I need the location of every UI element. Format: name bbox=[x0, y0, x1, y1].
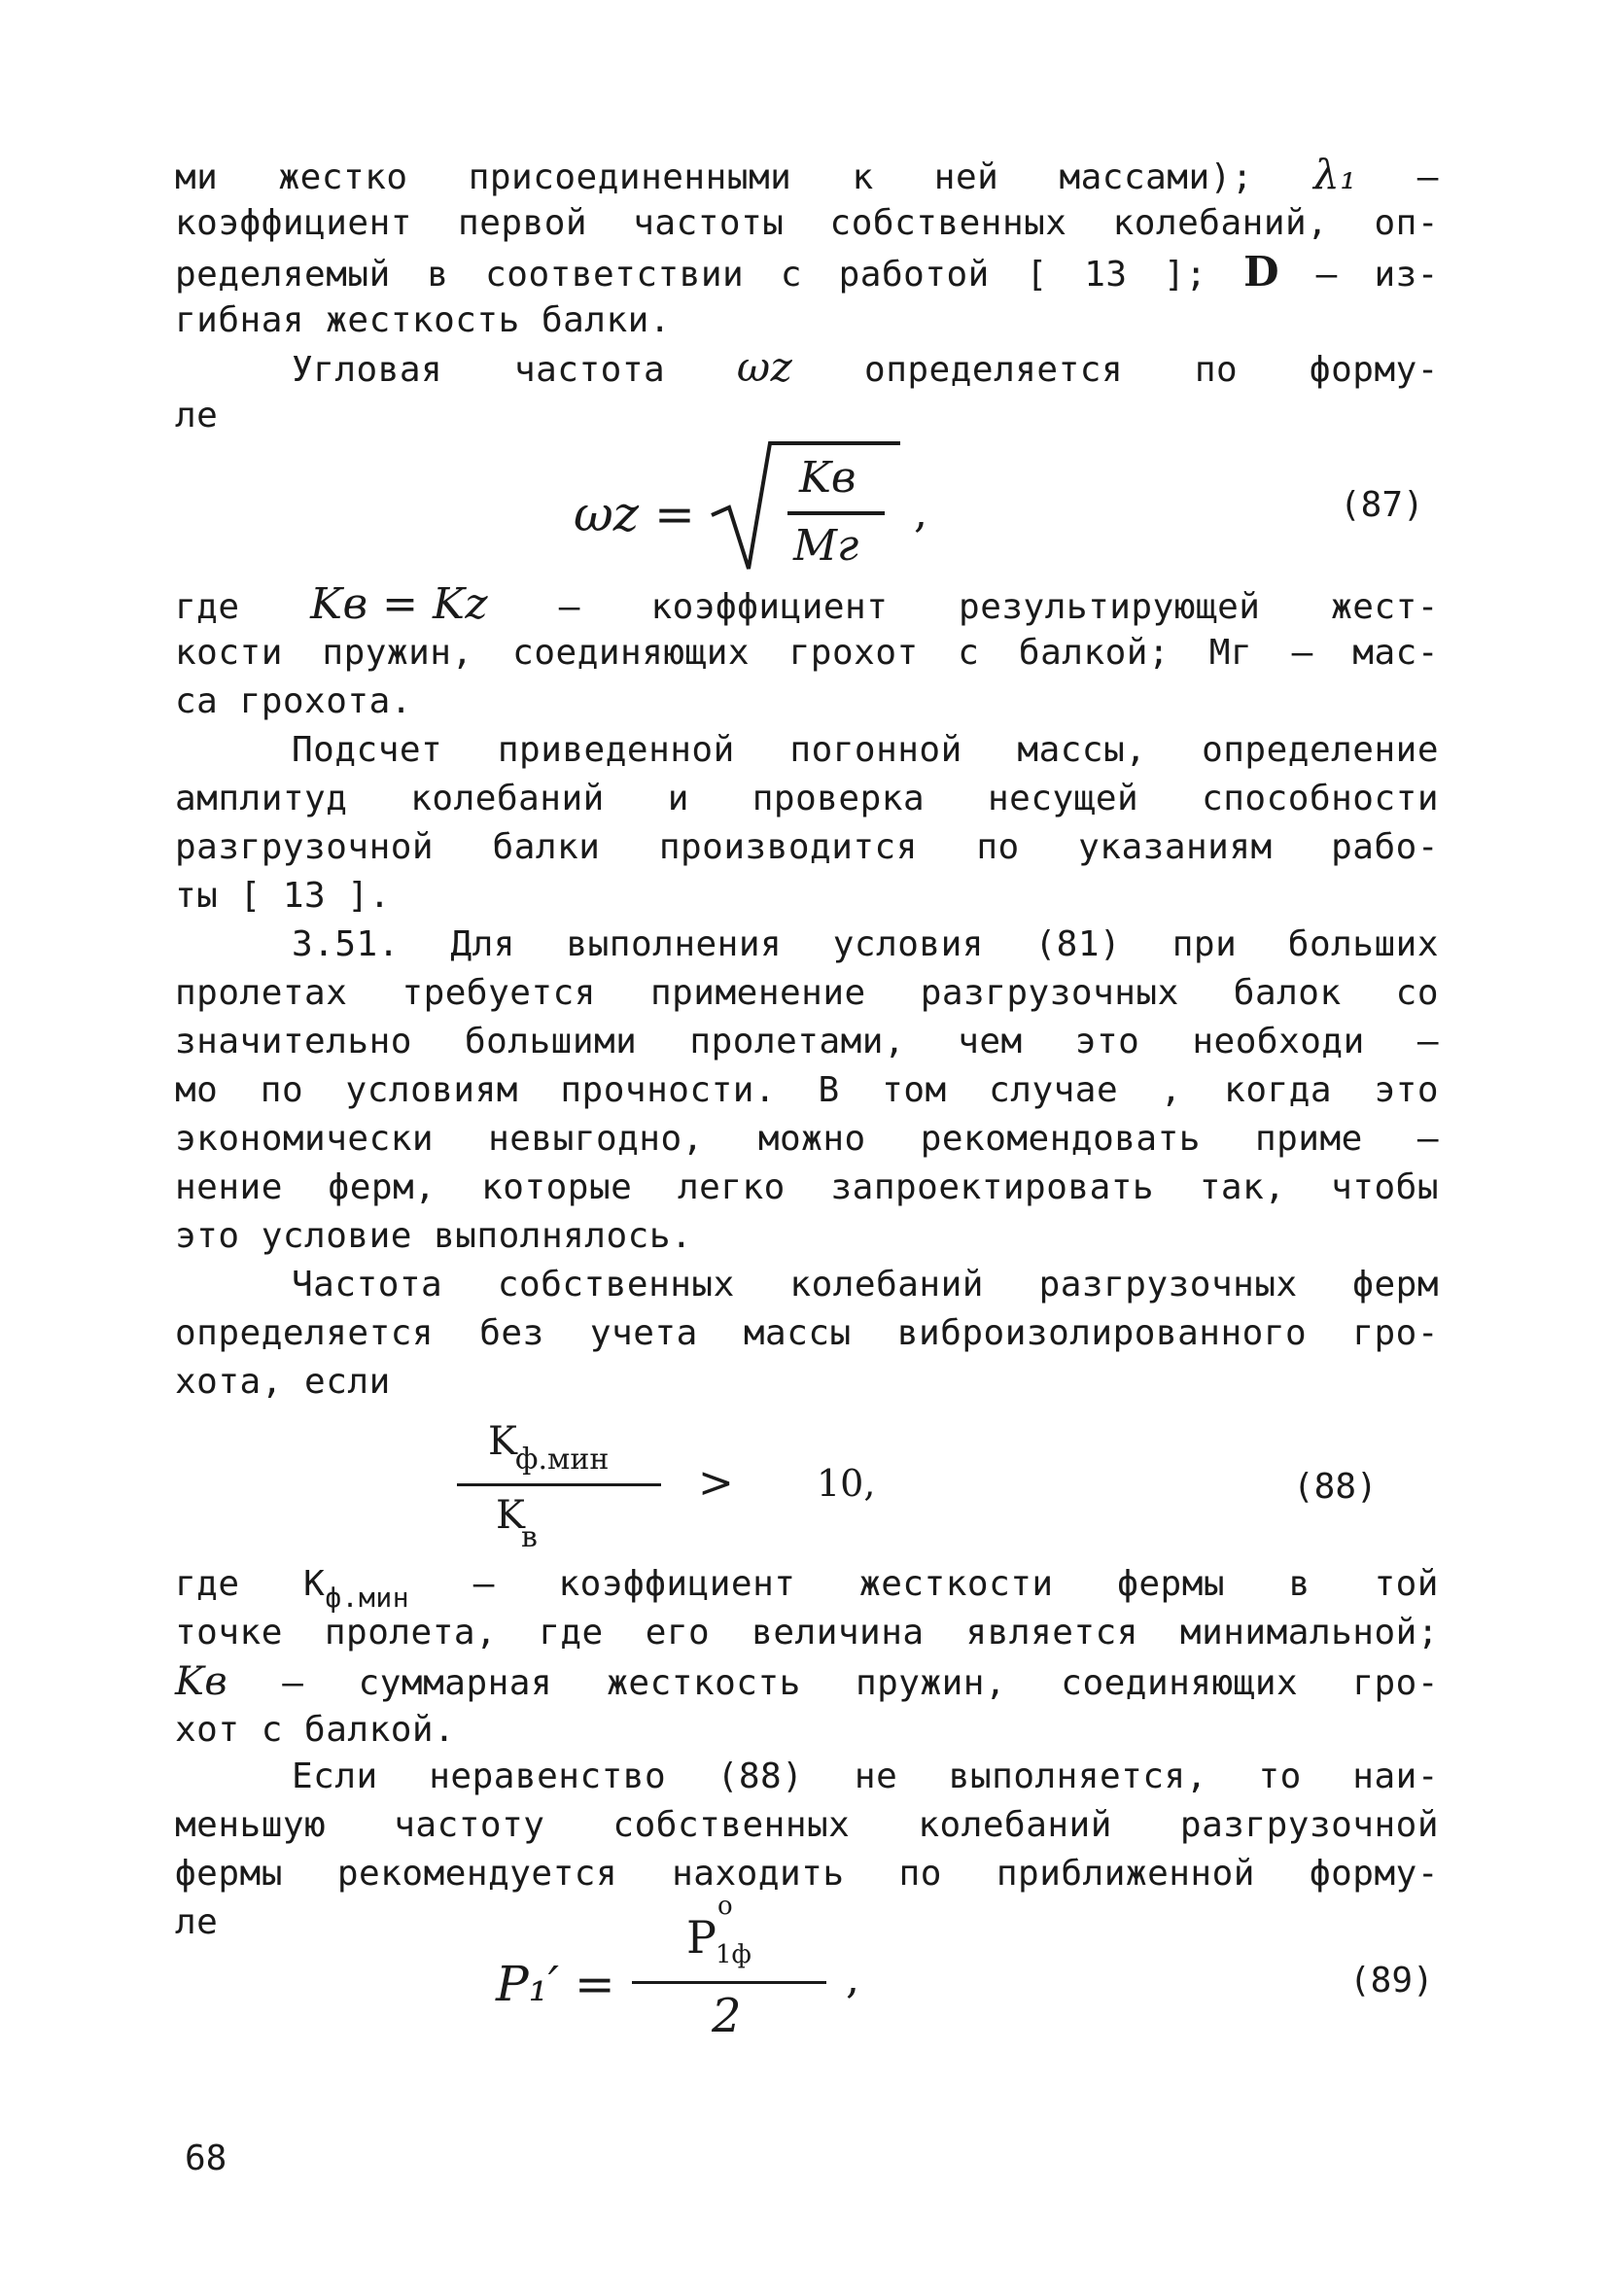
text-line: это условие выполнялось. bbox=[175, 1216, 693, 1256]
text-line: Подсчет приведенной погонной массы, определение bbox=[292, 730, 1439, 770]
text-line: Kв – суммарная жесткость пружин, соединяющих гро- bbox=[175, 1659, 1439, 1704]
text-line: хота, если bbox=[175, 1362, 391, 1402]
text-line: где Kв = Kz – коэффициент результирующей жест- bbox=[175, 579, 1439, 629]
text-line: где Кф.мин – коэффициент жесткости фермы в той bbox=[175, 1563, 1439, 1608]
text-line: пролетах требуется применение разгрузочных балок со bbox=[175, 973, 1439, 1013]
kv-equals-kz: Kв = Kz bbox=[310, 579, 489, 629]
formula-87-denominator: Mг bbox=[793, 521, 859, 571]
text-line: разгрузочной балки производится по указаниям рабо- bbox=[175, 827, 1439, 867]
text-line: Если неравенство (88) не выполняется, то наи- bbox=[292, 1757, 1439, 1796]
formula-89-denominator: 2 bbox=[712, 1989, 742, 2043]
text-line: гибная жесткость балки. bbox=[175, 300, 671, 340]
text-line: экономически невыгодно, можно рекомендовать приме – bbox=[175, 1119, 1439, 1159]
page-number: 68 bbox=[185, 2139, 227, 2178]
formula-88-den-sub: в bbox=[521, 1520, 538, 1554]
text-line: ределяемый в соответствии с работой [ 13 ]; D – из- bbox=[175, 248, 1439, 296]
text-line: ты [ 13 ]. bbox=[175, 876, 391, 916]
formula-89 bbox=[496, 1892, 904, 2051]
text-line: коэффициент первой частоты собственных колебаний, оп- bbox=[175, 203, 1439, 243]
text-line: меньшую частоту собственных колебаний разгрузочной bbox=[175, 1805, 1439, 1845]
formula-88-rhs: 10, bbox=[817, 1462, 876, 1505]
text-line: хот с балкой. bbox=[175, 1710, 456, 1750]
fraction-bar bbox=[632, 1981, 826, 1984]
text-line: Частота собственных колебаний разгрузочных ферм bbox=[292, 1265, 1439, 1305]
text-line: кости пружин, соединяющих грохот с балкой; Мг – мас- bbox=[175, 633, 1439, 673]
formula-89-lhs: P₁′ = bbox=[496, 1956, 615, 2012]
text-line: значительно большими пролетами, чем это необходи – bbox=[175, 1022, 1439, 1061]
formula-88-operator: > bbox=[698, 1458, 734, 1508]
formula-87-comma: , bbox=[914, 488, 927, 538]
text-line: 3.51. Для выполнения условия (81) при больших bbox=[292, 924, 1439, 964]
equation-number-87: (87) bbox=[1340, 485, 1424, 525]
formula-89-num-sub: 1ф bbox=[716, 1940, 752, 1969]
text-line: Угловая частота ωz определяется по форму- bbox=[292, 343, 1439, 391]
formula-87-lhs: ωz = bbox=[574, 486, 695, 542]
formula-88-den-main: K bbox=[496, 1493, 525, 1538]
formula-87 bbox=[574, 437, 982, 583]
formula-89-comma: , bbox=[846, 1954, 859, 2003]
text-line: ми жестко присоединенными к ней массами); λ₁ – bbox=[175, 151, 1439, 198]
equation-number-89: (89) bbox=[1349, 1961, 1434, 2000]
formula-89-num-sup: o bbox=[717, 1892, 733, 1921]
lambda-symbol: λ₁ bbox=[1313, 151, 1357, 198]
text-line: ле bbox=[175, 396, 219, 435]
text-line: амплитуд колебаний и проверка несущей способности bbox=[175, 779, 1439, 818]
text-line: са грохота. bbox=[175, 681, 412, 721]
omega-symbol: ωz bbox=[736, 343, 793, 391]
citation: [ 13 ]; bbox=[1026, 255, 1207, 295]
text-line: нение ферм, которые легко запроектировать так, чтобы bbox=[175, 1167, 1439, 1207]
subscript: ф.мин bbox=[325, 1582, 410, 1614]
formula-89-num-main: P bbox=[686, 1911, 717, 1964]
formula-87-numerator: Kв bbox=[799, 453, 856, 503]
text-line: мо по условиям прочности. В том случае , когда это bbox=[175, 1070, 1439, 1110]
text-line: определяется без учета массы виброизолированного гро- bbox=[175, 1313, 1439, 1353]
formula-88-num-sub: ф.мин bbox=[515, 1443, 610, 1477]
formula-88 bbox=[447, 1419, 992, 1565]
stiffness-symbol: D bbox=[1243, 248, 1280, 296]
equation-number-88: (88) bbox=[1293, 1467, 1378, 1507]
formula-88-num-main: K bbox=[488, 1419, 517, 1464]
text-line: фермы рекомендуется находить по приближенной форму- bbox=[175, 1854, 1439, 1894]
text-line: ле bbox=[175, 1902, 219, 1942]
fraction-bar bbox=[457, 1483, 661, 1486]
text-line: точке пролета, где его величина является минимальной; bbox=[175, 1613, 1439, 1652]
kv-symbol: Kв bbox=[175, 1659, 228, 1704]
